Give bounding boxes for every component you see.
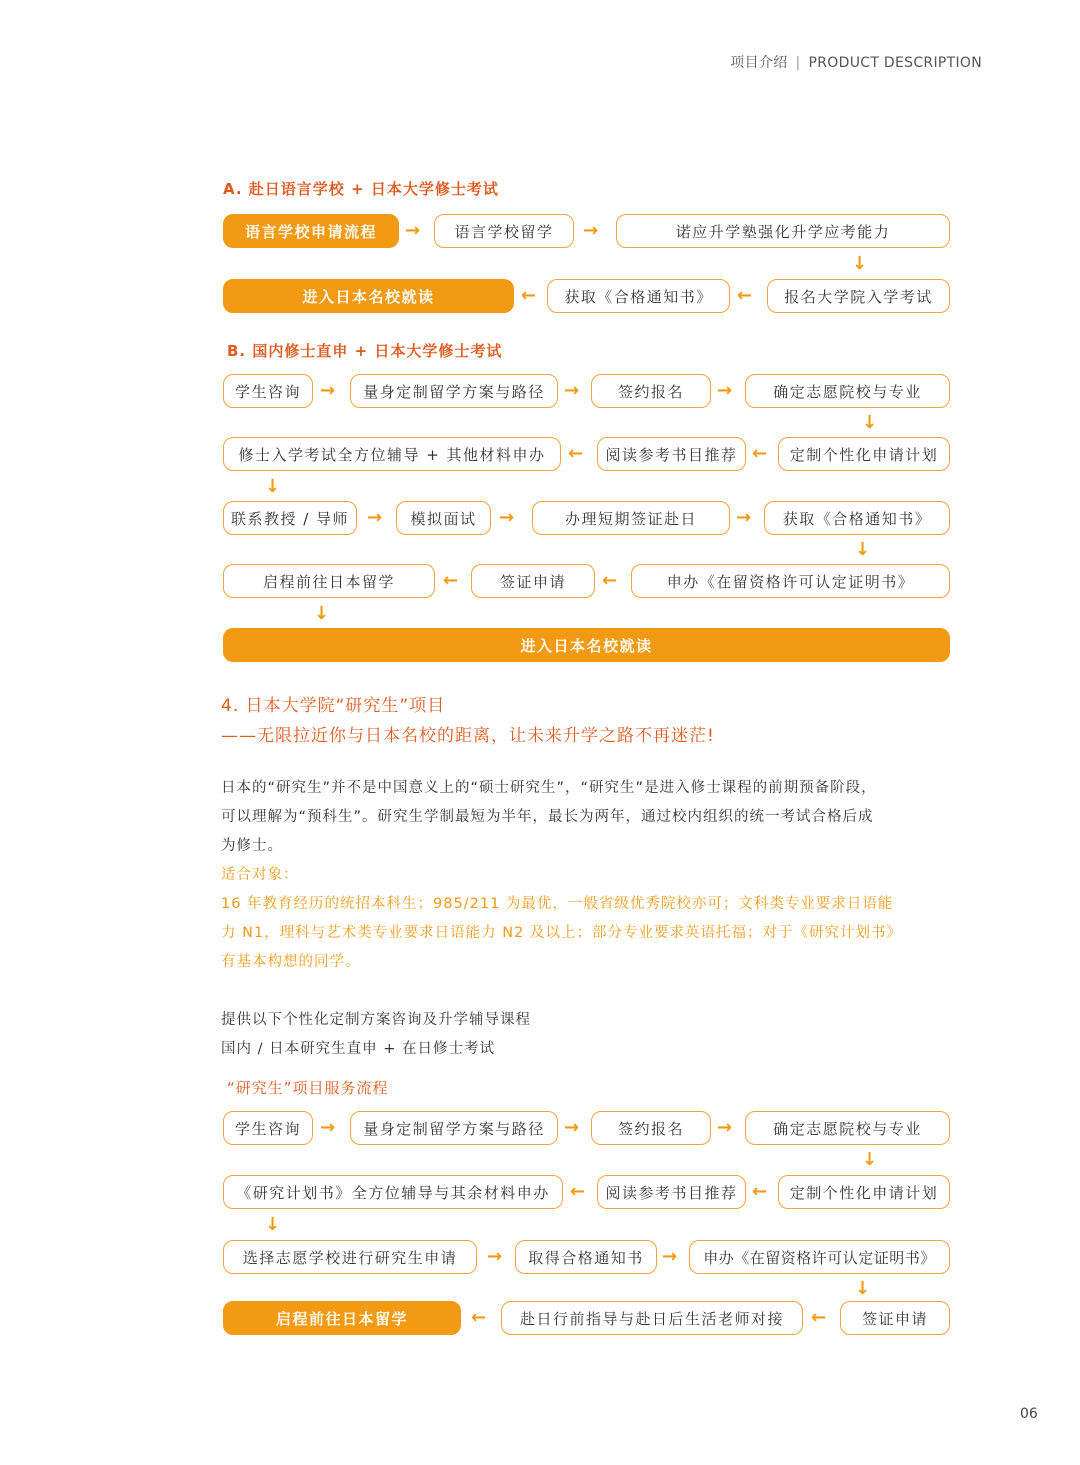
arrow-right-icon: → (736, 507, 752, 528)
arrow-right-icon: → (499, 507, 515, 528)
arrow-left-icon: ← (521, 285, 537, 306)
flow-b-step-5: 定制个性化申请计划 (778, 437, 950, 471)
arrow-left-icon: ← (811, 1307, 827, 1328)
arrow-right-icon: → (564, 1117, 580, 1138)
flow-c-step-6: 阅读参考书目推荐 (597, 1175, 746, 1209)
section-4-title: 4. 日本大学院“研究生”项目 (221, 696, 446, 716)
arrow-right-icon: → (320, 380, 336, 401)
intro-line: 日本的“研究生”并不是中国意义上的“硕士研究生”，“研究生”是进入修士课程的前期预备阶段， (221, 780, 877, 796)
arrow-right-icon: → (367, 507, 383, 528)
target-line: 有基本构想的同学。 (221, 954, 361, 970)
arrow-left-icon: ← (752, 1181, 768, 1202)
flow-b-step-7: 修士入学考试全方位辅导 + 其他材料申办 (223, 437, 561, 471)
arrow-down-icon: ↓ (314, 603, 330, 624)
flow-c-step-7: 《研究计划书》全方位辅导与其余材料申办 (223, 1175, 563, 1209)
arrow-left-icon: ← (443, 570, 459, 591)
header-english: PRODUCT DESCRIPTION (808, 55, 982, 71)
flow-b-step-14: 启程前往日本留学 (223, 564, 435, 598)
arrow-down-icon: ↓ (862, 1149, 878, 1170)
arrow-right-icon: → (583, 220, 599, 241)
arrow-left-icon: ← (602, 570, 618, 591)
flow-b-step-3: 签约报名 (591, 374, 711, 408)
offer-line: 提供以下个性化定制方案咨询及升学辅导课程 (221, 1012, 531, 1028)
flow-a-step-4: 报名大学院入学考试 (767, 279, 950, 313)
flow-b-step-9: 模拟面试 (396, 501, 491, 535)
flow-c-step-3: 签约报名 (591, 1111, 711, 1145)
flow-c-step-8: 选择志愿学校进行研究生申请 (223, 1240, 477, 1274)
flow-c-step-11: 签证申请 (840, 1301, 950, 1335)
arrow-right-icon: → (717, 380, 733, 401)
header-section: 项目介绍 (730, 55, 788, 71)
arrow-left-icon: ← (568, 443, 584, 464)
target-paragraph (221, 861, 951, 977)
flow-c-step-9: 取得合格通知书 (515, 1240, 657, 1274)
arrow-left-icon: ← (471, 1307, 487, 1328)
arrow-down-icon: ↓ (855, 539, 871, 560)
flow-b-step-2: 量身定制留学方案与路径 (350, 374, 558, 408)
flow-b-step-15: 进入日本名校就读 (223, 628, 950, 662)
flow-a-step-1: 语言学校申请流程 (223, 214, 399, 248)
arrow-down-icon: ↓ (265, 1214, 281, 1235)
header-separator: | (795, 55, 801, 71)
arrow-left-icon: ← (570, 1181, 586, 1202)
offer-paragraph (221, 1006, 951, 1064)
target-line: 力 N1，理科与艺术类专业要求日语能力 N2 及以上；部分专业要求英语托福；对于《研究计划书》 (221, 925, 902, 941)
flow-b-step-10: 办理短期签证赴日 (532, 501, 730, 535)
arrow-right-icon: → (662, 1246, 678, 1267)
page-header (730, 52, 982, 72)
flow-c-step-12: 赴日行前指导与赴日后生活老师对接 (501, 1301, 803, 1335)
flow-b-step-11: 获取《合格通知书》 (764, 501, 950, 535)
target-line: 16 年教育经历的统招本科生；985/211 为最优，一般省级优秀院校亦可；文科类专业要求日语能 (221, 896, 894, 912)
intro-line: 为修士。 (221, 838, 283, 854)
page-number: 06 (1020, 1406, 1038, 1422)
flow-b-step-4: 确定志愿院校与专业 (745, 374, 950, 408)
arrow-right-icon: → (405, 220, 421, 241)
arrow-right-icon: → (717, 1117, 733, 1138)
intro-paragraph (221, 774, 951, 861)
flow-b-step-13: 签证申请 (471, 564, 595, 598)
arrow-down-icon: ↓ (862, 412, 878, 433)
flow-c-step-10: 申办《在留资格许可认定证明书》 (689, 1240, 950, 1274)
arrow-left-icon: ← (752, 443, 768, 464)
arrow-left-icon: ← (737, 285, 753, 306)
flow-b-step-12: 申办《在留资格许可认定证明书》 (631, 564, 950, 598)
section-4-subtitle: ——无限拉近你与日本名校的距离，让未来升学之路不再迷茫! (221, 726, 715, 746)
flow-c-step-13: 启程前往日本留学 (223, 1301, 461, 1335)
flow-c-step-5: 定制个性化申请计划 (778, 1175, 950, 1209)
flow-c-step-4: 确定志愿院校与专业 (745, 1111, 950, 1145)
flow-a-step-5: 获取《合格通知书》 (547, 279, 730, 313)
intro-line: 可以理解为“预科生”。研究生学制最短为半年，最长为两年，通过校内组织的统一考试合格后成 (221, 809, 874, 825)
arrow-down-icon: ↓ (852, 253, 868, 274)
arrow-down-icon: ↓ (855, 1278, 871, 1299)
arrow-right-icon: → (564, 380, 580, 401)
section-a-title: A. 赴日语言学校 + 日本大学修士考试 (223, 180, 499, 198)
flow-title: “研究生”项目服务流程 (227, 1079, 389, 1097)
arrow-right-icon: → (487, 1246, 503, 1267)
flow-a-step-2: 语言学校留学 (434, 214, 574, 248)
flow-c-step-2: 量身定制留学方案与路径 (350, 1111, 558, 1145)
arrow-down-icon: ↓ (265, 476, 281, 497)
section-b-title: B. 国内修士直申 + 日本大学修士考试 (227, 342, 503, 360)
flow-b-step-8: 联系教授 / 导师 (223, 501, 357, 535)
flow-a-step-3: 诺应升学塾强化升学应考能力 (616, 214, 950, 248)
offer-line: 国内 / 日本研究生直申 + 在日修士考试 (221, 1041, 495, 1057)
flow-c-step-1: 学生咨询 (223, 1111, 313, 1145)
arrow-right-icon: → (320, 1117, 336, 1138)
target-label: 适合对象： (221, 867, 299, 883)
flow-b-step-6: 阅读参考书目推荐 (597, 437, 746, 471)
flow-a-step-6: 进入日本名校就读 (223, 279, 514, 313)
flow-b-step-1: 学生咨询 (223, 374, 313, 408)
